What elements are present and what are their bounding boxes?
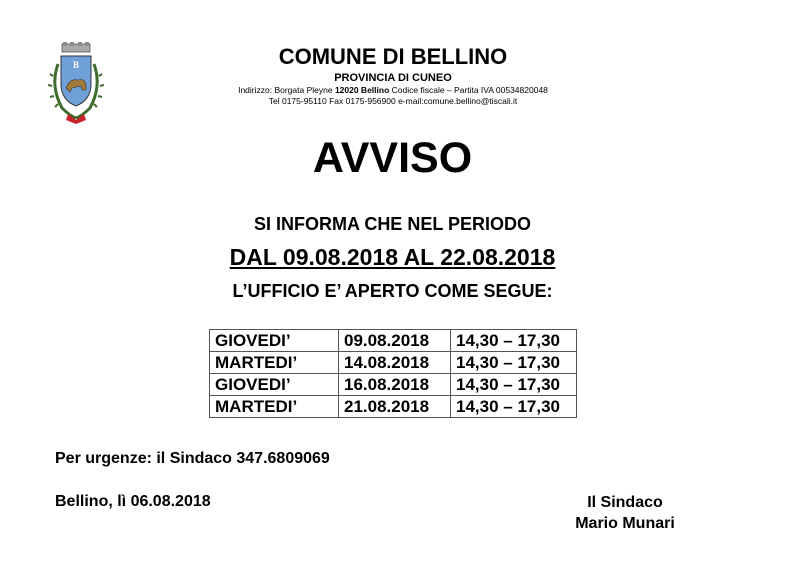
municipality-title: COMUNE DI BELLINO [278,44,508,69]
day-cell: GIOVEDI’ [210,330,339,352]
coat-of-arms-icon [48,42,104,124]
urgent-contact: Per urgenze: il Sindaco 347.6809069 [55,450,330,467]
crest-letter: B [72,60,80,70]
signer-name: Mario Munari [575,515,675,532]
table-row [210,396,577,418]
contacts-line: Tel 0175-95110 Fax 0175-956900 e-mail:comune.bellino@tiscali.it [268,96,518,106]
signer-role: Il Sindaco [587,494,663,511]
address-prefix: Indirizzo: Borgata Pleyne [238,85,335,95]
signature-block [560,492,690,534]
address-suffix: Codice fiscale – Partita IVA 00534820048 [389,85,548,95]
day-cell: MARTEDI’ [210,352,339,374]
hours-cell: 14,30 – 17,30 [451,330,577,352]
table-row [210,374,577,396]
day-cell: GIOVEDI’ [210,374,339,396]
schedule-table [209,329,577,418]
day-cell: MARTEDI’ [210,396,339,418]
date-cell: 09.08.2018 [339,330,451,352]
notice-intro: SI INFORMA CHE NEL PERIODO [253,214,532,234]
table-row [210,352,577,374]
date-cell: 21.08.2018 [339,396,451,418]
notice-title: AVVISO [312,134,473,182]
address-line [200,85,586,96]
date-cell: 14.08.2018 [339,352,451,374]
notice-outro: L’UFFICIO E’ APERTO COME SEGUE: [232,281,553,301]
table-row [210,330,577,352]
hours-cell: 14,30 – 17,30 [451,396,577,418]
date-cell: 16.08.2018 [339,374,451,396]
notice-period: DAL 09.08.2018 AL 22.08.2018 [229,244,556,270]
place-date: Bellino, lì 06.08.2018 [55,493,211,510]
province-name: PROVINCIA DI CUNEO [334,72,452,84]
address-postcode: 12020 Bellino [334,85,390,95]
hours-cell: 14,30 – 17,30 [451,374,577,396]
document-header [200,44,586,107]
hours-cell: 14,30 – 17,30 [451,352,577,374]
